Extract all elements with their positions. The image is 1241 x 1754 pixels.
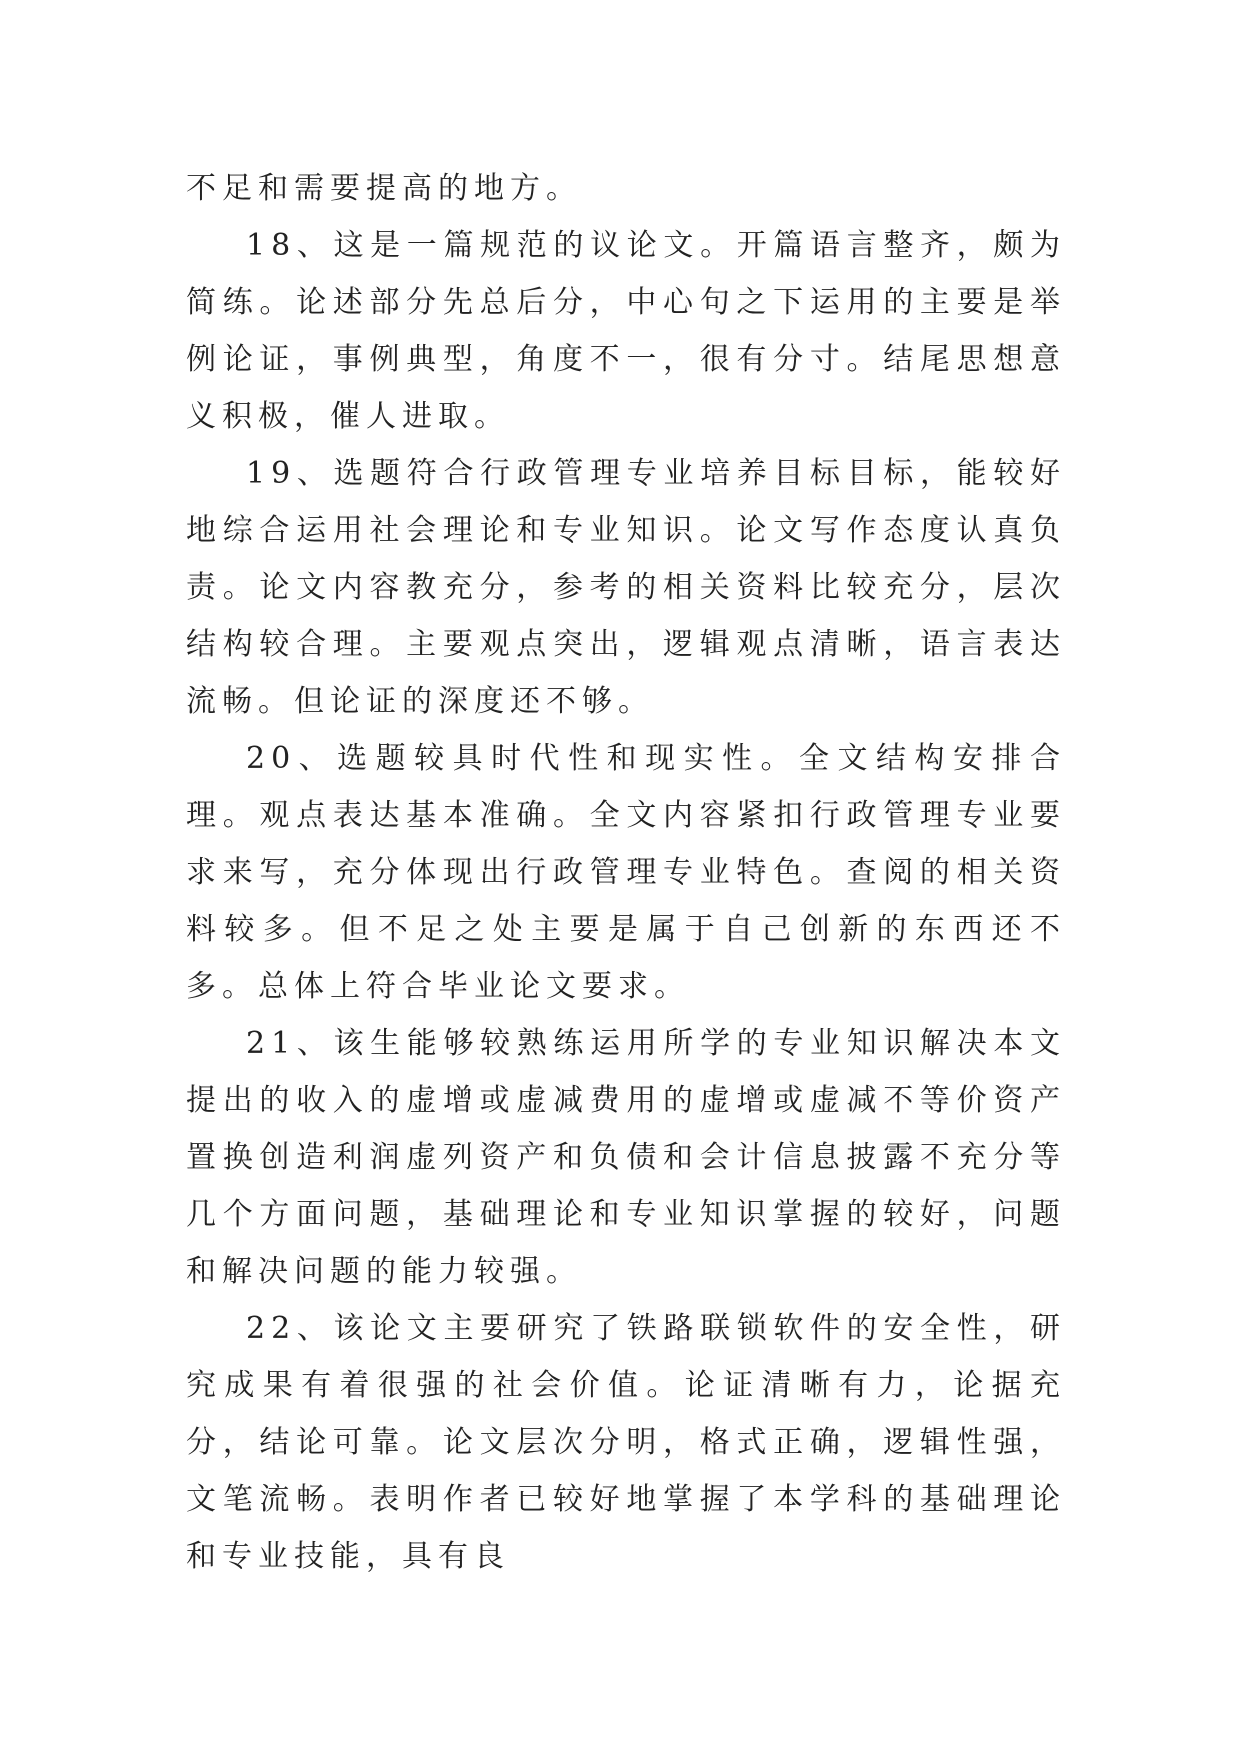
paragraph-20: 20、选题较具时代性和现实性。全文结构安排合理。观点表达基本准确。全文内容紧扣行政管理专业要求来写，充分体现出行政管理专业特色。查阅的相关资料较多。但不足之处主要是属于自己创新的东西还不多。总体上符合毕业论文要求。 <box>186 741 1066 1004</box>
paragraph-continuation: 不足和需要提高的地方。 <box>186 171 582 206</box>
document-body <box>186 160 1066 1585</box>
paragraph-21: 21、该生能够较熟练运用所学的专业知识解决本文提出的收入的虚增或虚减费用的虚增或虚减不等价资产置换创造利润虚列资产和负债和会计信息披露不充分等几个方面问题，基础理论和专业知识掌握的较好，问题和解决问题的能力较强。 <box>186 1026 1066 1289</box>
paragraph-22: 22、该论文主要研究了铁路联锁软件的安全性，研究成果有着很强的社会价值。论证清晰有力，论据充分，结论可靠。论文层次分明，格式正确，逻辑性强，文笔流畅。表明作者已较好地掌握了本学科的基础理论和专业技能，具有良 <box>186 1311 1066 1574</box>
paragraph-19: 19、选题符合行政管理专业培养目标目标，能较好地综合运用社会理论和专业知识。论文写作态度认真负责。论文内容教充分，参考的相关资料比较充分，层次结构较合理。主要观点突出，逻辑观点清晰，语言表达流畅。但论证的深度还不够。 <box>186 456 1066 719</box>
paragraph-18: 18、这是一篇规范的议论文。开篇语言整齐，颇为简练。论述部分先总后分，中心句之下运用的主要是举例论证，事例典型，角度不一，很有分寸。结尾思想意义积极，催人进取。 <box>186 228 1066 434</box>
